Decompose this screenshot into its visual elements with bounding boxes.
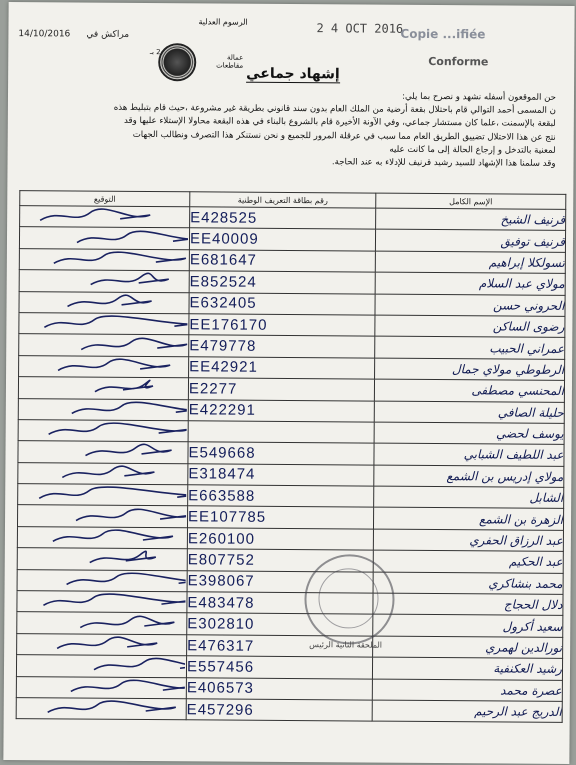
signature-cell [18,398,188,421]
name-cell: نورالدين لهمري [373,636,563,659]
signature-cell [17,591,187,614]
header-city: مراكش في [86,29,130,40]
id-cell: E483478 [187,592,373,615]
handwritten-signature-icon [20,249,188,270]
id-cell: E549668 [188,442,374,465]
name-cell: الرطوطي مولاي جمال [375,358,565,381]
id-header: رقم بطاقة التعريف الوطنية [190,192,376,208]
handwritten-signature-icon [17,698,185,719]
handwritten-signature-icon [19,292,187,313]
id-cell: E260100 [187,528,373,551]
handwritten-signature-icon [20,206,188,227]
header-date: 14/10/2016 [18,29,71,40]
id-cell: E663588 [188,485,374,508]
signature-cell [19,248,189,271]
signature-cell [19,355,189,378]
signature-cell [19,291,189,314]
name-cell: الدريج عبد الرحيم [372,700,562,723]
id-cell: EE42921 [189,357,375,380]
name-cell: الزهرة بن الشمع [373,508,563,531]
official-round-stamp-icon [304,554,395,645]
name-cell: الحروني حسن [375,294,565,317]
signature-cell [19,227,189,250]
name-cell: مولاي عبد السلام [375,272,565,295]
id-cell [188,421,374,444]
signature-cell [17,612,187,635]
body-line: ن المسمى أحمد التوالي قام باحتلال بقعة أرضية من الملك العام بدون سند قانوني بطريقة غير مشروعة ،حيث قام بتبليط هذه [113,102,556,117]
handwritten-signature-icon [18,570,186,591]
name-cell: المحنسي مصطفى [374,379,564,402]
handwritten-signature-icon [17,655,185,676]
handwritten-signature-icon [19,356,187,377]
name-cell: حليلة الصافي [374,401,564,424]
handwritten-signature-icon [19,377,187,398]
id-cell: E318474 [188,463,374,486]
signature-cell [18,377,188,400]
id-cell: E457296 [186,699,372,722]
handwritten-signature-icon [18,527,186,548]
signature-table [16,190,567,723]
name-cell: رضوى الساكن [375,315,565,338]
body-line: نتج عن هذا الاحتلال تضييق الطريق العام مما سبب في عرقلة المرور للجميع و نحن نستنكر هذا التصرف ونطالب الجهات [132,129,556,143]
id-cell: E406573 [186,677,372,700]
arrondissement-label: 2 بـ [149,48,161,57]
body-line: وقد سلمنا هذا الإشهاد للسيد رشيد قرنيف للإدلاء به عند الحاجة. [331,157,556,169]
body-line: لمعنية بالتدخل و إرجاع الحالة إلى ما كانت عليه [389,144,556,156]
id-cell: E852524 [189,271,375,294]
handwritten-signature-icon [19,313,187,334]
handwritten-signature-icon [17,677,185,698]
signature-cell [16,655,186,678]
name-cell: عبد الرزاق الحفري [373,529,563,552]
document-title: إشهاد جماعي [246,65,340,83]
table-row [16,698,562,723]
name-cell: قرنيف توفيق [375,229,565,252]
handwritten-signature-icon [19,399,187,420]
name-cell: تسولكلا إبراهيم [375,251,565,274]
signature-cell [18,441,188,464]
id-cell: EE40009 [189,228,375,251]
stamp-text: الملحقة الثانية الرئيس [309,640,383,650]
handwritten-signature-icon [19,420,187,441]
name-cell: دلال الحجاج [373,593,563,616]
official-label: الرسوم العدلية [198,17,248,27]
conform-stamp: Conforme [428,54,489,69]
handwritten-signature-icon [17,634,185,655]
handwritten-signature-icon [18,506,186,527]
id-cell: E398067 [187,570,373,593]
name-cell: مولاي إدريس بن الشمع [374,465,564,488]
certified-copy-stamp: Copie ...ifiée [400,26,486,42]
handwritten-signature-icon [17,613,185,634]
handwritten-signature-icon [20,228,188,249]
signature-cell [19,270,189,293]
body-line: لبقعة بالإسمنت ،علما كان مستشار جماعي، وفي الآونة الأخيرة قام بالشروع بالبناء في هذه البقعة محاولا الإستلاء عليها وقد [123,116,556,130]
name-header: الإسم الكامل [376,193,566,209]
signature-cell [18,484,188,507]
handwritten-signature-icon [20,270,188,291]
id-cell: E557456 [186,656,372,679]
district-label: عمالة مقاطعات [216,53,244,70]
id-cell: EE176170 [189,314,375,337]
handwritten-signature-icon [18,442,186,463]
date-stamp: 2 4 OCT 2016 [316,21,404,36]
id-cell: E476317 [187,635,373,658]
signature-cell [17,633,187,656]
signature-cell [19,313,189,336]
name-cell: عمراني الحبيب [375,336,565,359]
signature-header: التوقيع [20,191,190,207]
id-cell: E632405 [189,292,375,315]
signature-cell [18,462,188,485]
name-cell: يوسف لحضي [374,422,564,445]
signature-cell [16,698,186,721]
handwritten-signature-icon [17,591,185,612]
signature-cell [17,569,187,592]
id-cell: E422291 [188,399,374,422]
handwritten-signature-icon [18,463,186,484]
handwritten-signature-icon [19,335,187,356]
id-cell: E302810 [187,613,373,636]
handwritten-signature-icon [18,549,186,570]
signature-cell [19,334,189,357]
document-body [15,88,556,171]
id-cell: E807752 [187,549,373,572]
signature-cell [18,420,188,443]
name-cell: سعيد أكرول [373,615,563,638]
name-cell: عصرة محمد [372,679,562,702]
id-cell: EE107785 [187,506,373,529]
name-cell: عبد اللطيف الشبابي [374,443,564,466]
signature-cell [16,676,186,699]
signature-cell [17,505,187,528]
signature-cell [17,548,187,571]
name-cell: رشيد العكنفية [372,657,562,680]
signature-cell [20,206,190,229]
id-cell: E428525 [190,207,376,230]
id-cell: E681647 [189,250,375,273]
signature-cell [17,526,187,549]
id-cell: E479778 [189,335,375,358]
document-sheet [3,2,574,764]
name-cell: الشابل [374,486,564,509]
body-line: حن الموقعون أسفله نشهد و نصرح بما يلي: [402,91,557,103]
name-cell: عبد الحكيم [373,550,563,573]
name-cell: محمد بنشاكري [373,572,563,595]
name-cell: قرنيف الشيخ [376,208,566,231]
id-cell: E2277 [188,378,374,401]
handwritten-signature-icon [18,484,186,505]
